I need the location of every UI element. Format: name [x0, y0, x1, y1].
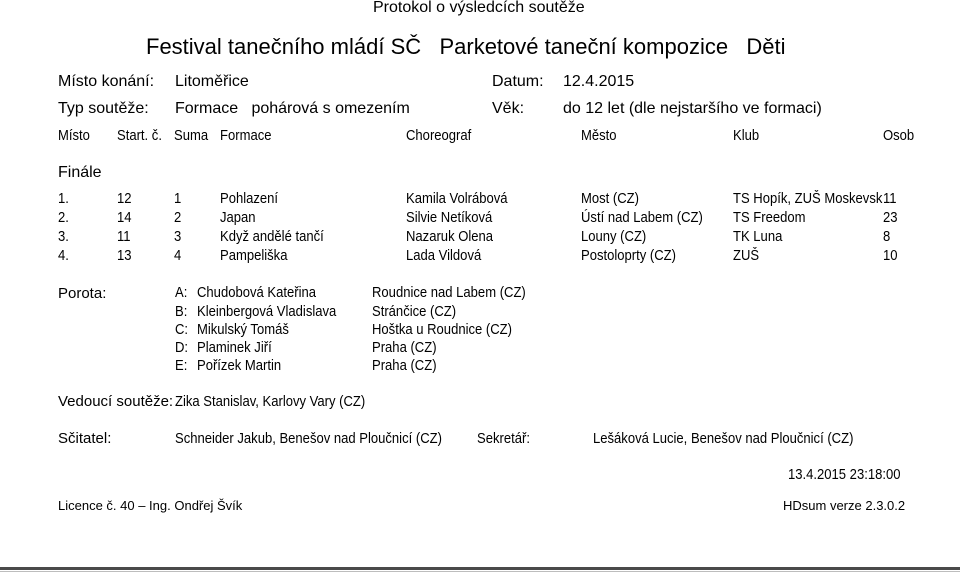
row-formace: Pohlazení: [220, 191, 279, 207]
judge-letter: B:: [175, 304, 188, 320]
section-final: Finále: [58, 164, 102, 181]
secretary-label: Sekretář:: [477, 431, 530, 447]
footer-version: HDsum verze 2.3.0.2: [783, 498, 906, 513]
secretary-value: Lešáková Lucie, Benešov nad Ploučnicí (CZ): [593, 431, 854, 447]
row-klub: TS Freedom: [733, 210, 806, 226]
scorer-label: Sčitatel:: [58, 430, 112, 447]
row-place: 2.: [58, 210, 69, 226]
row-formace: Japan: [220, 210, 256, 226]
bottom-divider: [0, 567, 960, 570]
row-start: 14: [117, 210, 132, 226]
info-type-value: Formace pohárová s omezením: [175, 100, 410, 117]
judge-name: Pořízek Martin: [197, 358, 282, 374]
judge-letter: A:: [175, 285, 188, 301]
col-header-suma: Suma: [174, 128, 209, 144]
row-suma: 4: [174, 248, 182, 264]
festival-title: Festival tanečního mládí SČ Parketové taneční kompozice Děti: [146, 34, 786, 59]
judges-label: Porota:: [58, 285, 107, 302]
judge-letter: C:: [175, 322, 189, 338]
info-type-label: Typ soutěže:: [58, 100, 149, 117]
competition-leader-label: Vedoucí soutěže:: [58, 393, 174, 410]
row-mesto: Ústí nad Labem (CZ): [581, 210, 703, 226]
row-mesto: Most (CZ): [581, 191, 639, 207]
col-header-misto: Místo: [58, 128, 90, 144]
row-mesto: Postoloprty (CZ): [581, 248, 677, 264]
judge-name: Kleinbergová Vladislava: [197, 304, 337, 320]
judge-letter: D:: [175, 340, 189, 356]
timestamp: 13.4.2015 23:18:00: [788, 467, 901, 483]
row-place: 3.: [58, 229, 69, 245]
competition-leader-value: Zika Stanislav, Karlovy Vary (CZ): [175, 394, 366, 410]
info-place-label: Místo konání:: [58, 73, 155, 90]
judge-name: Plaminek Jiří: [197, 340, 272, 356]
row-suma: 1: [174, 191, 182, 207]
row-osob: 8: [883, 229, 891, 245]
judge-letter: E:: [175, 358, 188, 374]
row-start: 11: [117, 229, 131, 245]
judge-city: Roudnice nad Labem (CZ): [372, 285, 526, 301]
judge-city: Praha (CZ): [372, 340, 437, 356]
row-choreograf: Lada Vildová: [406, 248, 482, 264]
scorer-value: Schneider Jakub, Benešov nad Ploučnicí (CZ): [175, 431, 442, 447]
row-choreograf: Nazaruk Olena: [406, 229, 494, 245]
info-date-value: 12.4.2015: [563, 73, 635, 90]
col-header-choreograf: Choreograf: [406, 128, 472, 144]
row-osob: 11: [883, 191, 897, 207]
col-header-formace: Formace: [220, 128, 272, 144]
bottom-divider-light: [0, 571, 960, 572]
judge-city: Stránčice (CZ): [372, 304, 457, 320]
info-place-value: Litoměřice: [175, 73, 249, 90]
row-klub: TS Hopík, ZUŠ Moskevsk: [733, 191, 883, 207]
row-mesto: Louny (CZ): [581, 229, 647, 245]
row-klub: TK Luna: [733, 229, 783, 245]
row-osob: 10: [883, 248, 898, 264]
judge-name: Mikulský Tomáš: [197, 322, 289, 338]
col-header-klub: Klub: [733, 128, 760, 144]
row-formace: Pampeliška: [220, 248, 288, 264]
info-age-value: do 12 let (dle nejstaršího ve formaci): [563, 100, 822, 117]
col-header-start: Start. č.: [117, 128, 162, 144]
info-date-label: Datum:: [492, 73, 544, 90]
row-choreograf: Silvie Netíková: [406, 210, 493, 226]
footer-licence: Licence č. 40 – Ing. Ondřej Švík: [58, 498, 243, 513]
row-place: 4.: [58, 248, 69, 264]
judge-city: Praha (CZ): [372, 358, 437, 374]
protocol-title: Protokol o výsledcích soutěže: [373, 0, 585, 16]
row-start: 13: [117, 248, 132, 264]
row-choreograf: Kamila Volrábová: [406, 191, 508, 207]
row-formace: Když andělé tančí: [220, 229, 324, 245]
row-place: 1.: [58, 191, 69, 207]
judge-name: Chudobová Kateřina: [197, 285, 316, 301]
row-suma: 2: [174, 210, 182, 226]
row-klub: ZUŠ: [733, 248, 760, 264]
row-start: 12: [117, 191, 132, 207]
row-suma: 3: [174, 229, 182, 245]
judge-city: Hoštka u Roudnice (CZ): [372, 322, 512, 338]
col-header-osob: Osob: [883, 128, 915, 144]
row-osob: 23: [883, 210, 898, 226]
col-header-mesto: Město: [581, 128, 617, 144]
info-age-label: Věk:: [492, 100, 525, 117]
